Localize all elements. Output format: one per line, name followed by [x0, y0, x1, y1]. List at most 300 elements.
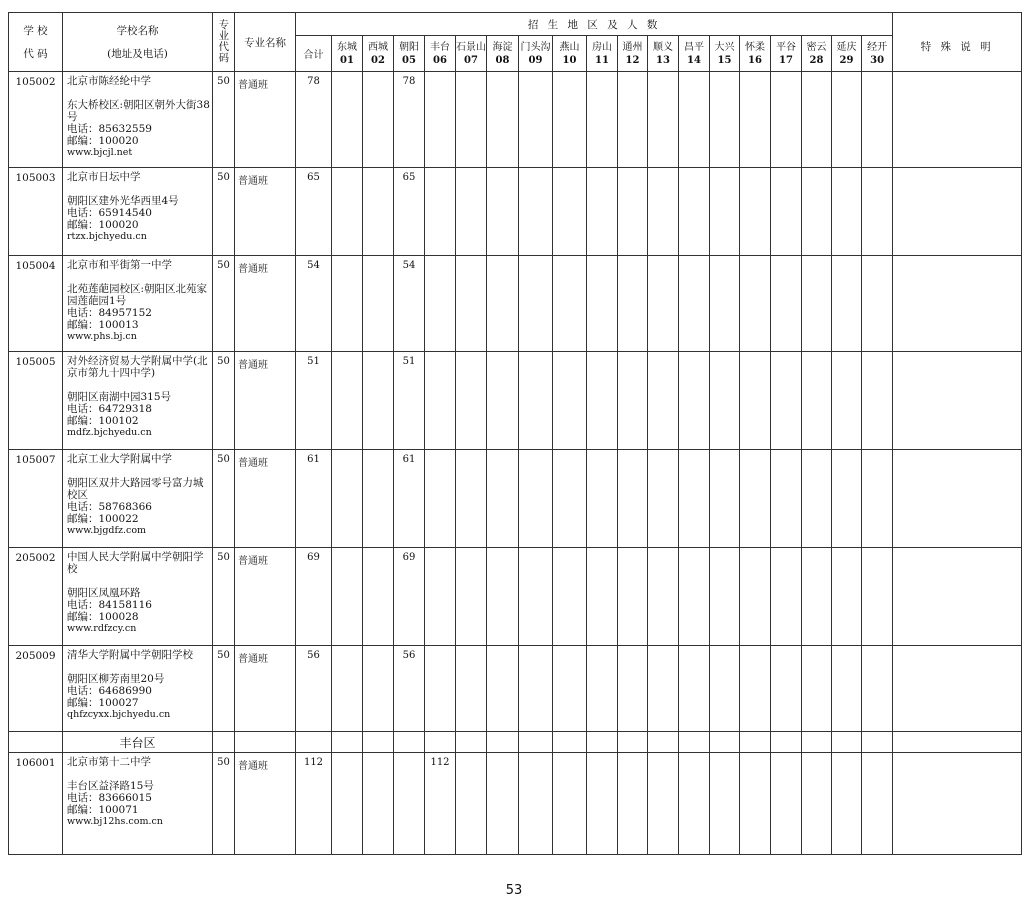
region-count-cell: [862, 548, 893, 646]
major-name: 普通班: [238, 761, 268, 772]
region-count-cell: [740, 168, 771, 256]
region-count-cell: [587, 72, 618, 168]
region-count-cell: [648, 256, 679, 352]
special-notes-cell: [893, 450, 1022, 548]
school-code: 105002: [15, 76, 56, 88]
region-count-cell: [519, 548, 553, 646]
header-region-name: 海淀: [492, 41, 513, 53]
total-cell: [296, 646, 332, 732]
total-count: 78: [307, 76, 320, 87]
region-count-cell: [394, 450, 425, 548]
region-count-cell: [587, 646, 618, 732]
region-count-cell: [587, 168, 618, 256]
major-name: 普通班: [238, 458, 268, 469]
header-region-name: 顺义: [653, 41, 673, 53]
region-count-cell: [862, 168, 893, 256]
total-cell: [296, 352, 332, 450]
header-region-code: 07: [464, 54, 478, 66]
school-info-cell: [63, 450, 213, 548]
region-count-cell: [553, 72, 587, 168]
school-name: 北京市和平街第一中学: [67, 259, 172, 271]
region-count-cell: [487, 352, 519, 450]
header-region-name: 石景山: [456, 41, 486, 53]
region-count-cell: [332, 168, 363, 256]
total-cell: [296, 548, 332, 646]
district-empty-cell: [771, 732, 802, 753]
region-count: 51: [402, 356, 416, 367]
region-count-cell: [710, 352, 740, 450]
region-count-cell: [363, 256, 394, 352]
total-count: 65: [307, 172, 320, 183]
school-info-cell: [63, 72, 213, 168]
school-code: 105005: [15, 356, 56, 368]
region-count-cell: [710, 256, 740, 352]
major-name: 普通班: [238, 556, 268, 567]
table-row: [9, 168, 1022, 256]
region-count-cell: [456, 168, 487, 256]
region-count-cell: [679, 646, 710, 732]
district-empty-cell: [862, 732, 893, 753]
header-region-code: 17: [779, 54, 793, 66]
region-count-cell: [487, 256, 519, 352]
header-region-name: 朝阳: [399, 41, 419, 53]
region-count-cell: [487, 753, 519, 855]
enrollment-table: [8, 12, 1022, 855]
region-count-cell: [802, 753, 832, 855]
header-region-02: [363, 36, 394, 72]
school-info-cell: [63, 168, 213, 256]
region-count-cell: [332, 646, 363, 732]
header-region-name: 延庆: [836, 41, 857, 53]
region-count-cell: [394, 548, 425, 646]
region-count-cell: [519, 168, 553, 256]
major-code: 50: [217, 260, 230, 271]
total-cell: [296, 753, 332, 855]
region-count-cell: [456, 646, 487, 732]
major-name-cell: [235, 646, 296, 732]
region-count-cell: [425, 450, 456, 548]
region-count-cell: [425, 72, 456, 168]
header-region-name: 东城: [337, 41, 357, 53]
school-website: www.phs.bj.cn: [67, 331, 137, 342]
school-website: qhfzcyxx.bjchyedu.cn: [67, 709, 171, 720]
header-school-code: [9, 13, 63, 72]
region-count-cell: [553, 168, 587, 256]
region-count-cell: [832, 450, 862, 548]
header-school-code-line2: 代 码: [23, 48, 48, 60]
region-count-cell: [710, 72, 740, 168]
total-count: 61: [307, 454, 320, 465]
district-empty-cell: [363, 732, 394, 753]
region-count-cell: [648, 352, 679, 450]
school-name: 清华大学附属中学朝阳学校: [67, 649, 193, 661]
school-address: 朝阳区双井大路园零号富力城校区: [67, 477, 204, 501]
region-count-cell: [425, 646, 456, 732]
school-website: rtzx.bjchyedu.cn: [67, 231, 147, 242]
header-region-06: [425, 36, 456, 72]
district-empty-cell: [553, 732, 587, 753]
special-notes-cell: [893, 352, 1022, 450]
region-count-cell: [519, 72, 553, 168]
region-count-cell: [740, 450, 771, 548]
school-postcode: 邮编：100022: [67, 513, 139, 525]
header-region-16: [740, 36, 771, 72]
header-region-code: 12: [625, 54, 640, 66]
region-count: 54: [402, 260, 416, 271]
school-name: 中国人民大学附属中学朝阳学校: [67, 551, 204, 575]
region-count-cell: [425, 548, 456, 646]
region-count-cell: [587, 753, 618, 855]
school-address: 朝阳区建外光华西里4号: [67, 195, 179, 207]
header-region-code: 13: [656, 54, 670, 66]
region-count-cell: [519, 256, 553, 352]
region-count-cell: [456, 450, 487, 548]
region-count-cell: [771, 548, 802, 646]
special-notes-cell: [893, 256, 1022, 352]
region-count-cell: [802, 256, 832, 352]
school-code: 205002: [15, 552, 56, 564]
region-count-cell: [802, 548, 832, 646]
special-notes-cell: [893, 548, 1022, 646]
region-count-cell: [710, 753, 740, 855]
region-count-cell: [363, 450, 394, 548]
header-school-name: [63, 13, 213, 72]
region-count-cell: [740, 256, 771, 352]
table-row: [9, 352, 1022, 450]
district-empty-cell: [394, 732, 425, 753]
table-row: [9, 753, 1022, 855]
school-code: 105007: [15, 454, 56, 466]
header-total: [296, 36, 332, 72]
region-count-cell: [618, 168, 648, 256]
school-name: 对外经济贸易大学附属中学(北京市第九十四中学): [67, 355, 208, 379]
header-region-12: [618, 36, 648, 72]
district-empty-cell: [213, 732, 235, 753]
header-region-code: 16: [748, 54, 762, 66]
region-count-cell: [332, 256, 363, 352]
region-count-cell: [679, 352, 710, 450]
school-postcode: 邮编：100027: [67, 697, 139, 709]
header-region-01: [332, 36, 363, 72]
header-region-code: 15: [717, 54, 732, 66]
total-count: 54: [307, 260, 320, 271]
header-region-name: 密云: [806, 41, 827, 53]
header-major-name-text: 专业名称: [244, 36, 286, 49]
region-count-cell: [394, 646, 425, 732]
header-major-code-text: 专业代码: [218, 19, 229, 64]
region-count-cell: [648, 450, 679, 548]
header-region-code: 02: [371, 54, 385, 66]
region-count-cell: [740, 352, 771, 450]
major-name-cell: [235, 72, 296, 168]
major-code-cell: [213, 72, 235, 168]
school-postcode: 邮编：100102: [67, 415, 139, 427]
region-count-cell: [363, 168, 394, 256]
region-count-cell: [425, 168, 456, 256]
special-notes-cell: [893, 72, 1022, 168]
region-count-cell: [618, 256, 648, 352]
region-count-cell: [363, 646, 394, 732]
header-region-name: 平谷: [776, 41, 796, 53]
district-label: 丰台区: [119, 735, 156, 750]
district-empty-cell: [679, 732, 710, 753]
table-header: [9, 13, 1022, 72]
region-count-cell: [394, 352, 425, 450]
school-code-cell: [9, 72, 63, 168]
region-count-cell: [771, 168, 802, 256]
region-count-cell: [394, 72, 425, 168]
school-code-cell: [9, 256, 63, 352]
header-region-name: 怀柔: [745, 41, 765, 53]
table-row: [9, 450, 1022, 548]
school-address: 东大桥校区:朝阳区朝外大街38号: [67, 99, 210, 123]
major-name-cell: [235, 168, 296, 256]
school-code-cell: [9, 753, 63, 855]
region-count-cell: [862, 256, 893, 352]
school-address: 丰台区益泽路15号: [67, 780, 154, 792]
region-count-cell: [679, 168, 710, 256]
major-name: 普通班: [238, 264, 268, 275]
header-region-code: 10: [562, 54, 577, 66]
major-code: 50: [217, 650, 230, 661]
region-count: 56: [402, 650, 416, 661]
header-major-name: [235, 13, 296, 72]
region-count-cell: [832, 256, 862, 352]
region-count-cell: [740, 548, 771, 646]
region-count-cell: [332, 753, 363, 855]
header-region-name: 经开: [867, 41, 888, 53]
header-region-30: [862, 36, 893, 72]
region-count-cell: [332, 548, 363, 646]
major-name: 普通班: [238, 360, 268, 371]
school-address: 朝阳区南湖中园315号: [67, 391, 172, 403]
region-count-cell: [648, 753, 679, 855]
header-region-14: [679, 36, 710, 72]
table-row: [9, 256, 1022, 352]
total-cell: [296, 256, 332, 352]
region-count-cell: [519, 352, 553, 450]
school-website: mdfz.bjchyedu.cn: [67, 427, 152, 438]
region-count: 61: [402, 454, 416, 465]
total-cell: [296, 72, 332, 168]
district-empty-cell: [456, 732, 487, 753]
school-info-cell: [63, 753, 213, 855]
major-code: 50: [217, 454, 230, 465]
district-empty-cell: [519, 732, 553, 753]
header-region-15: [710, 36, 740, 72]
school-code-cell: [9, 450, 63, 548]
district-empty-cell: [425, 732, 456, 753]
major-code-cell: [213, 450, 235, 548]
major-code-cell: [213, 256, 235, 352]
major-code-cell: [213, 548, 235, 646]
header-school-name-line2: (地址及电话): [107, 48, 168, 60]
header-region-name: 门头沟: [520, 41, 551, 53]
district-row: [9, 732, 1022, 753]
region-count-cell: [862, 753, 893, 855]
school-website: www.bjgdfz.com: [67, 525, 147, 536]
region-count-cell: [553, 256, 587, 352]
major-name-cell: [235, 352, 296, 450]
district-empty-cell: [740, 732, 771, 753]
region-count-cell: [832, 753, 862, 855]
region-count-cell: [553, 548, 587, 646]
district-empty-cell: [332, 732, 363, 753]
school-name: 北京市陈经纶中学: [67, 75, 151, 87]
region-count-cell: [587, 450, 618, 548]
region-count-cell: [618, 646, 648, 732]
total-count: 51: [307, 356, 320, 367]
region-count-cell: [740, 646, 771, 732]
school-code-cell: [9, 646, 63, 732]
district-empty-cell: [235, 732, 296, 753]
region-count-cell: [802, 646, 832, 732]
school-info-cell: [63, 352, 213, 450]
school-address: 朝阳区凤凰环路: [67, 587, 141, 599]
region-count-cell: [394, 256, 425, 352]
header-enrollment-title: [296, 13, 893, 36]
major-name-cell: [235, 548, 296, 646]
total-count: 69: [307, 552, 320, 563]
region-count-cell: [710, 646, 740, 732]
special-notes-cell: [893, 646, 1022, 732]
region-count-cell: [456, 753, 487, 855]
region-count-cell: [771, 753, 802, 855]
header-region-code: 30: [870, 54, 885, 66]
region-count-cell: [679, 753, 710, 855]
region-count-cell: [456, 548, 487, 646]
school-postcode: 邮编：100071: [67, 804, 139, 816]
district-empty-cell: [832, 732, 862, 753]
header-special-notes-text: 特 殊 说 明: [920, 41, 994, 53]
region-count-cell: [425, 352, 456, 450]
region-count-cell: [487, 548, 519, 646]
region-count-cell: [771, 450, 802, 548]
special-notes-cell: [893, 168, 1022, 256]
district-empty-cell: [802, 732, 832, 753]
district-empty-cell: [587, 732, 618, 753]
special-notes-cell: [893, 753, 1022, 855]
region-count-cell: [679, 72, 710, 168]
region-count-cell: [648, 168, 679, 256]
region-count-cell: [710, 168, 740, 256]
region-count-cell: [710, 450, 740, 548]
region-count: 78: [402, 76, 416, 87]
school-name: 北京市日坛中学: [67, 171, 141, 183]
header-region-code: 06: [433, 54, 447, 66]
district-empty-cell: [893, 732, 1022, 753]
region-count-cell: [363, 352, 394, 450]
total-cell: [296, 168, 332, 256]
header-region-11: [587, 36, 618, 72]
school-postcode: 邮编：100020: [67, 219, 139, 231]
school-phone: 电话：83666015: [67, 792, 152, 804]
header-school-code-line1: 学 校: [23, 25, 48, 37]
header-region-name: 大兴: [714, 41, 735, 53]
district-label-cell: [63, 732, 213, 753]
school-code: 105003: [15, 172, 56, 184]
header-region-code: 14: [687, 54, 701, 66]
region-count-cell: [771, 646, 802, 732]
region-count-cell: [618, 450, 648, 548]
region-count-cell: [487, 72, 519, 168]
school-phone: 电话：65914540: [67, 207, 152, 219]
major-code: 50: [217, 76, 230, 87]
region-count-cell: [587, 256, 618, 352]
major-name: 普通班: [238, 80, 268, 91]
school-postcode: 邮编：100013: [67, 319, 139, 331]
region-count: 69: [402, 552, 416, 563]
region-count-cell: [862, 646, 893, 732]
school-code-cell: [9, 548, 63, 646]
district-empty-cell: [487, 732, 519, 753]
region-count-cell: [456, 72, 487, 168]
region-count-cell: [587, 352, 618, 450]
header-region-code: 09: [528, 54, 543, 66]
region-count-cell: [425, 256, 456, 352]
table-row: [9, 72, 1022, 168]
region-count-cell: [648, 548, 679, 646]
region-count-cell: [587, 548, 618, 646]
region-count-cell: [832, 548, 862, 646]
district-empty-cell: [296, 732, 332, 753]
region-count-cell: [862, 72, 893, 168]
school-website: www.bj12hs.com.cn: [67, 816, 163, 827]
header-region-name: 丰台: [430, 41, 450, 53]
header-major-code: [213, 13, 235, 72]
school-address: 朝阳区柳芳南里20号: [67, 673, 165, 685]
region-count-cell: [363, 753, 394, 855]
school-phone: 电话：64686990: [67, 685, 152, 697]
header-total-text: 合计: [303, 50, 324, 62]
region-count-cell: [553, 753, 587, 855]
header-region-29: [832, 36, 862, 72]
region-count-cell: [553, 352, 587, 450]
school-phone: 电话：58768366: [67, 501, 152, 513]
school-code-cell: [9, 352, 63, 450]
header-region-name: 房山: [592, 41, 612, 53]
region-count-cell: [740, 72, 771, 168]
region-count-cell: [832, 646, 862, 732]
header-region-09: [519, 36, 553, 72]
major-name: 普通班: [238, 176, 268, 187]
header-region-name: 西城: [368, 41, 388, 53]
header-region-code: 08: [495, 54, 510, 66]
header-region-code: 01: [340, 54, 354, 66]
major-name: 普通班: [238, 654, 268, 665]
region-count-cell: [394, 753, 425, 855]
region-count-cell: [456, 256, 487, 352]
region-count-cell: [332, 352, 363, 450]
region-count: 112: [430, 757, 450, 768]
region-count-cell: [332, 72, 363, 168]
region-count-cell: [679, 450, 710, 548]
school-info-cell: [63, 256, 213, 352]
major-code-cell: [213, 352, 235, 450]
total-count: 112: [303, 757, 324, 768]
school-code: 205009: [15, 650, 56, 662]
header-region-name: 通州: [622, 41, 643, 53]
region-count-cell: [832, 168, 862, 256]
major-code-cell: [213, 646, 235, 732]
school-postcode: 邮编：100020: [67, 135, 139, 147]
region-count-cell: [363, 72, 394, 168]
school-postcode: 邮编：100028: [67, 611, 139, 623]
region-count-cell: [519, 753, 553, 855]
major-code-cell: [213, 753, 235, 855]
region-count-cell: [456, 352, 487, 450]
region-count-cell: [618, 352, 648, 450]
